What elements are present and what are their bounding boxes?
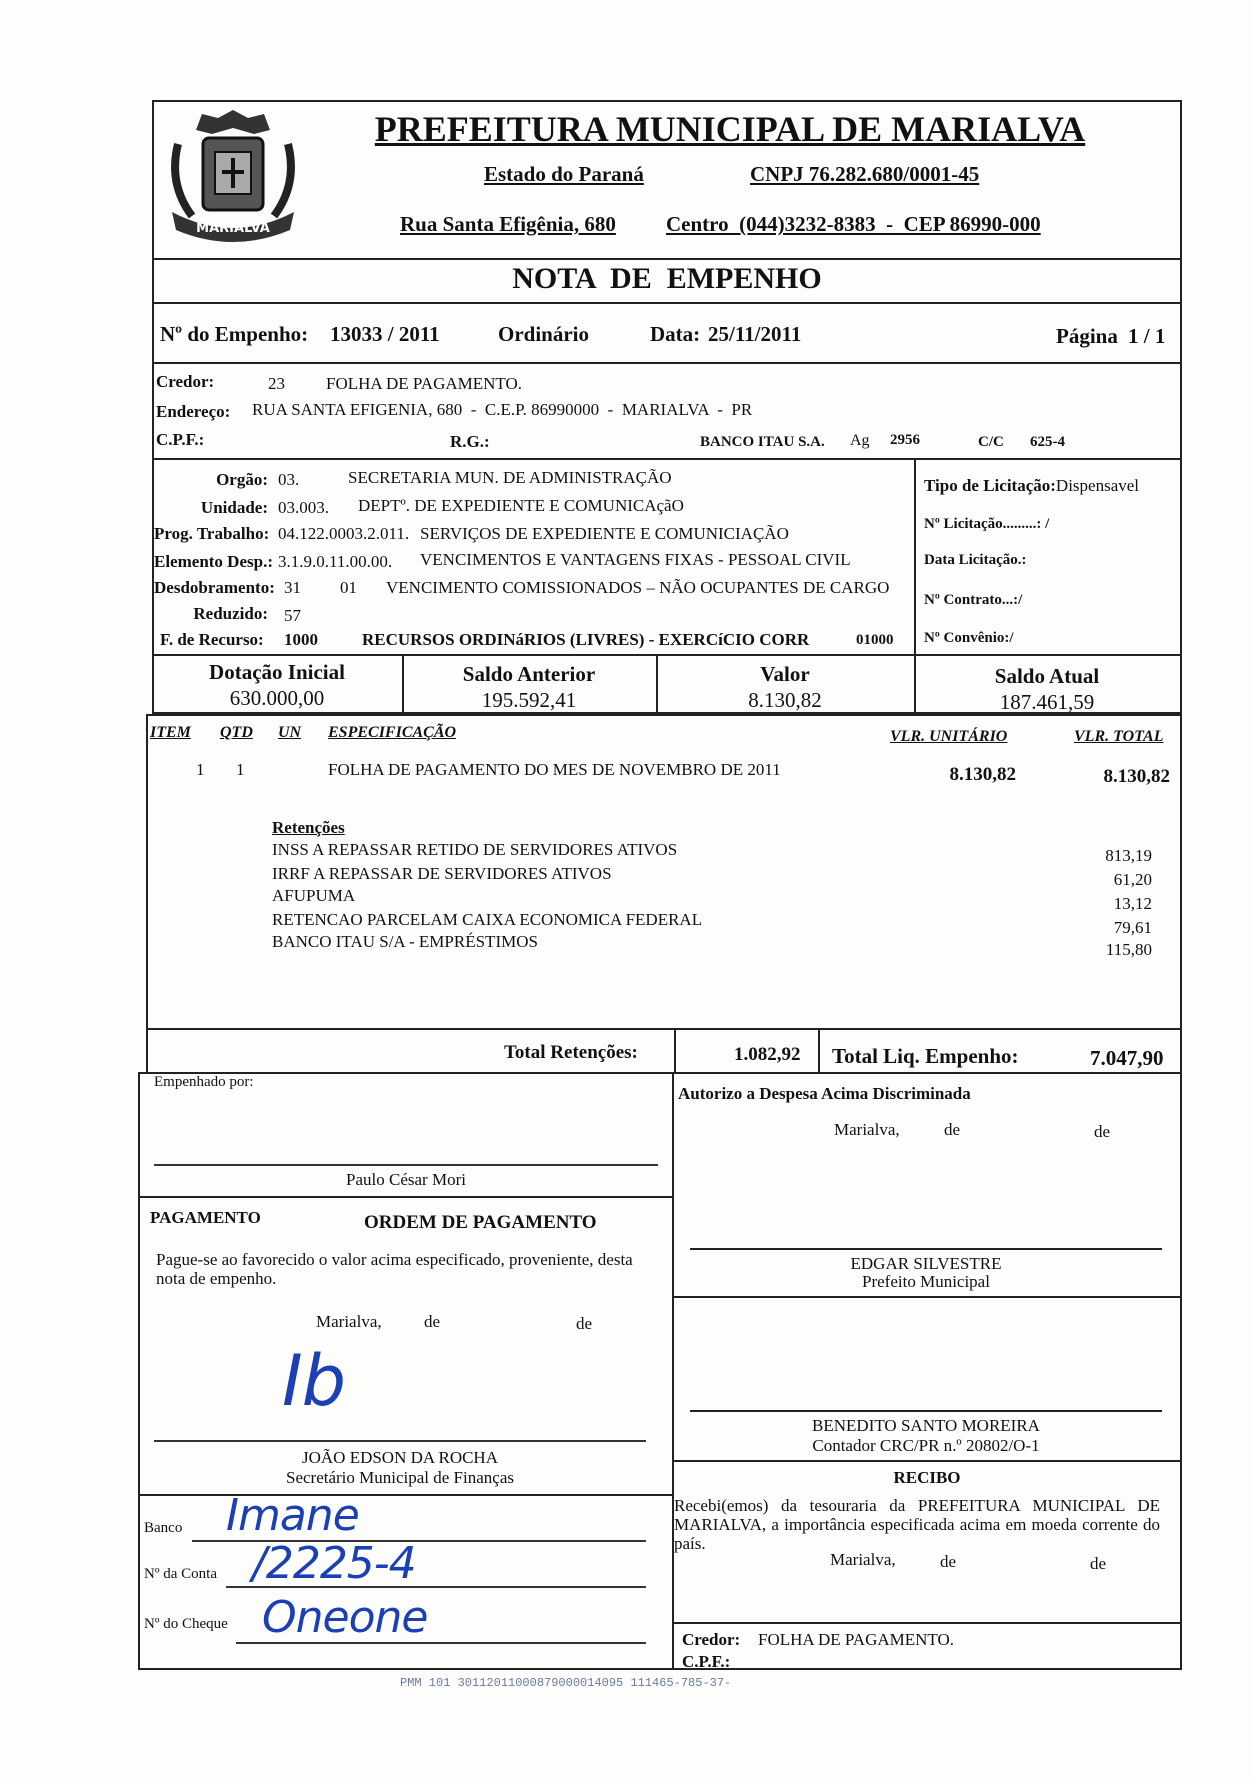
saldo-anterior-label: Saldo Anterior [462, 662, 596, 686]
desdobramento-code-2: 01 [340, 578, 357, 597]
retencao-value-5: 115,80 [1105, 940, 1152, 959]
valor-value: 8.130,82 [748, 688, 822, 712]
licitacao-number: Nº Licitação.........: / [924, 516, 1050, 532]
recibo-cpf-label: C.P.F.: [682, 1652, 731, 1671]
totals-row [146, 1028, 1182, 1074]
street-address: Rua Santa Efigênia, 680 [400, 212, 616, 236]
autorizo-place: Marialva, [834, 1120, 900, 1139]
col-un: UN [278, 724, 302, 741]
pagamento-signer-role: Secretário Municipal de Finanças [285, 1468, 514, 1487]
creditor-code: 23 [268, 374, 285, 393]
reduzido-value: 57 [284, 606, 301, 625]
institution-title: PREFEITURA MUNICIPAL DE MARIALVA [374, 109, 1086, 149]
recibo-text: Recebi(emos) da tesouraria da PREFEITURA MUNICIPAL DE MARIALVA, a importância especificada acima em moeda corrente do país. [674, 1496, 1160, 1553]
total-liquido-value: 7.047,90 [1090, 1046, 1164, 1070]
licitacao-tipo-label: Tipo de Licitação: [924, 476, 1056, 495]
retencao-value-1: 813,19 [1105, 846, 1152, 865]
valor-label: Valor [760, 662, 810, 686]
autorizo-label: Autorizo a Despesa Acima Discriminada [678, 1084, 971, 1103]
page-number: 1 / 1 [1128, 324, 1166, 348]
lower-center-divider [672, 1074, 674, 1668]
item-spec: FOLHA DE PAGAMENTO DO MES DE NOVEMBRO DE 2011 [328, 760, 781, 779]
recibo-credor-label: Credor: [682, 1630, 741, 1649]
cc-label: C/C [978, 434, 1004, 450]
retencao-desc-2: IRRF A REPASSAR DE SERVIDORES ATIVOS [272, 864, 612, 883]
crest-logo [158, 104, 308, 254]
elemento-name: VENCIMENTOS E VANTAGENS FIXAS - PESSOAL CIVIL [420, 550, 851, 569]
saldo-atual-value: 187.461,59 [999, 690, 1095, 714]
licitacao-tipo: Dispensavel [1055, 476, 1140, 495]
autorizo-de-2: de [1094, 1122, 1111, 1141]
item-number: 1 [196, 760, 205, 779]
unidade-label: Unidade: [200, 498, 268, 517]
elemento-code: 3.1.9.0.11.00.00. [278, 552, 393, 571]
contact-line: Centro (044)3232-8383 - CEP 86990-000 [666, 212, 1041, 236]
pagamento-de-1: de [424, 1312, 441, 1331]
prefeito-top-line [690, 1248, 1162, 1250]
reduzido-label: Reduzido: [193, 604, 268, 623]
banco-handwritten: Imane [226, 1490, 359, 1541]
item-unit-value: 8.130,82 [949, 764, 1016, 785]
empenhado-sign-line [154, 1164, 658, 1166]
saldo-atual-label: Saldo Atual [994, 664, 1100, 688]
budget-divider [914, 458, 916, 656]
item-qtd: 1 [236, 760, 245, 779]
banco-label: Banco [144, 1520, 183, 1536]
date-label: Data: [650, 322, 701, 346]
empenho-type: Ordinário [498, 322, 590, 346]
recibo-sign-line [674, 1622, 1180, 1624]
orgao-code: 03. [278, 470, 300, 489]
col-item: ITEM [150, 724, 191, 741]
retencao-desc-1: INSS A REPASSAR RETIDO DE SERVIDORES ATIVOS [272, 840, 678, 859]
saldo-anterior-value: 195.592,41 [481, 688, 577, 712]
footer-code: PMM 101 30112011000879000014095 111465-785-37- [400, 1676, 732, 1690]
contador-name: BENEDITO SANTO MOREIRA [812, 1416, 1040, 1435]
recibo-title: RECIBO [893, 1468, 961, 1487]
dotacao-label: Dotação Inicial [209, 660, 345, 684]
prog-label: Prog. Trabalho: [154, 524, 270, 543]
contador-top-line [690, 1410, 1162, 1412]
retencao-desc-5: BANCO ITAU S/A - EMPRÉSTIMOS [272, 932, 538, 951]
contador-role: Contador CRC/PR n.º 20802/O-1 [812, 1436, 1040, 1455]
col-total-value: VLR. TOTAL [1074, 728, 1164, 745]
retencao-desc-3: AFUPUMA [272, 886, 356, 905]
elemento-label: Elemento Desp.: [154, 552, 273, 571]
pagamento-bottom [140, 1494, 672, 1496]
ordem-pagamento: ORDEM DE PAGAMENTO [364, 1212, 597, 1233]
unidade-code: 03.003. [278, 498, 329, 517]
licitacao-type-label [924, 476, 1139, 496]
autorizo-de-1: de [944, 1120, 961, 1139]
retencao-value-4: 79,61 [1113, 918, 1152, 937]
address-label: Endereço: [156, 402, 231, 421]
pagamento-de-2: de [576, 1314, 593, 1333]
cnpj: CNPJ 76.282.680/0001-45 [750, 162, 980, 186]
conta-label: Nº da Conta [144, 1566, 217, 1582]
retencoes-title: Retenções [272, 818, 345, 837]
rg-label: R.G.: [450, 432, 490, 451]
recurso-label: F. de Recurso: [160, 630, 264, 649]
prog-code: 04.122.0003.2.011. [278, 524, 410, 543]
svg-text:MARIALVA: MARIALVA [196, 221, 270, 236]
prefeito-role: Prefeito Municipal [862, 1272, 990, 1291]
total-retencoes-label: Total Retenções: [504, 1042, 638, 1063]
dotacao-value: 630.000,00 [229, 686, 325, 710]
desdobramento-label: Desdobramento: [154, 578, 275, 597]
recibo-de-1: de [940, 1552, 957, 1571]
contador-bottom [674, 1460, 1180, 1462]
pagamento-signer: JOÃO EDSON DA ROCHA [302, 1448, 498, 1467]
empenho-number: 13033 / 2011 [330, 322, 440, 346]
items-area [146, 714, 1182, 1030]
state-name: Estado do Paraná [484, 162, 644, 186]
agency-number: 2956 [890, 432, 920, 448]
convenio-number: Nº Convênio:/ [924, 630, 1014, 646]
col-qtd: QTD [220, 724, 253, 741]
page-label: Página [1056, 324, 1118, 348]
cheque-label: Nº do Cheque [144, 1616, 228, 1632]
pagamento-place: Marialva, [316, 1312, 382, 1331]
retencao-value-2: 61,20 [1113, 870, 1152, 889]
orgao-label: Orgão: [216, 470, 268, 489]
col-spec: ESPECIFICAÇÃO [328, 724, 457, 741]
recurso-name: RECURSOS ORDINáRIOS (LIVRES) - EXERCíCIO CORR [362, 630, 810, 649]
orgao-name: SECRETARIA MUN. DE ADMINISTRAÇÃO [348, 468, 672, 487]
recurso-code: 1000 [284, 630, 318, 649]
cc-number: 625-4 [1030, 434, 1065, 450]
agency-label: Ag [850, 432, 870, 449]
recurso-code-2: 01000 [856, 632, 894, 648]
col-unit-value: VLR. UNITÁRIO [890, 728, 1008, 745]
document-title: NOTA DE EMPENHO [512, 262, 822, 295]
licitacao-date: Data Licitação.: [924, 552, 1027, 568]
totals-divider-2 [818, 1030, 820, 1072]
creditor-address: RUA SANTA EFIGENIA, 680 - C.E.P. 86990000 - MARIALVA - PR [252, 400, 753, 419]
recibo-credor: FOLHA DE PAGAMENTO. [758, 1630, 954, 1649]
empenhado-label: Empenhado por: [154, 1074, 254, 1090]
prefeito-bottom [674, 1296, 1180, 1298]
retencao-desc-4: RETENCAO PARCELAM CAIXA ECONOMICA FEDERAL [272, 910, 703, 929]
total-retencoes-value: 1.082,92 [734, 1044, 801, 1065]
contract-number: Nº Contrato...:/ [924, 592, 1023, 608]
recibo-de-2: de [1090, 1554, 1107, 1573]
prog-name: SERVIÇOS DE EXPEDIENTE E COMUNICIAÇÃO [420, 524, 789, 543]
conta-handwritten: /2225-4 [252, 1538, 416, 1589]
unidade-name: DEPTº. DE EXPEDIENTE E COMUNICAçãO [358, 496, 684, 515]
retencao-value-3: 13,12 [1113, 894, 1152, 913]
desdobramento-name: VENCIMENTO COMISSIONADOS – NÃO OCUPANTES DE CARGO [386, 578, 890, 597]
prefeito-name: EDGAR SILVESTRE [850, 1254, 1002, 1273]
pagamento-sign-line [154, 1440, 646, 1442]
handwritten-signature: Ib [282, 1340, 346, 1422]
pagamento-text: Pague-se ao favorecido o valor acima especificado, proveniente, desta nota de empenho. [156, 1250, 633, 1288]
totals-divider-1 [674, 1030, 676, 1072]
bank-name: BANCO ITAU S.A. [700, 434, 825, 450]
creditor-name: FOLHA DE PAGAMENTO. [326, 374, 522, 393]
desdobramento-code-1: 31 [284, 578, 301, 597]
cheque-handwritten: Oneone [262, 1592, 428, 1643]
cpf-label: C.P.F.: [156, 430, 205, 449]
empenhado-bottom [140, 1196, 672, 1198]
empenho-date: 25/11/2011 [708, 322, 802, 346]
total-liquido-label: Total Liq. Empenho: [832, 1044, 1019, 1068]
item-total-value: 8.130,82 [1103, 766, 1170, 787]
pagamento-label: PAGAMENTO [150, 1208, 261, 1227]
recibo-place: Marialva, [830, 1550, 896, 1569]
empenhado-signer: Paulo César Mori [346, 1170, 466, 1189]
creditor-label: Credor: [156, 372, 215, 391]
empenho-number-label: Nº do Empenho: [160, 322, 309, 346]
